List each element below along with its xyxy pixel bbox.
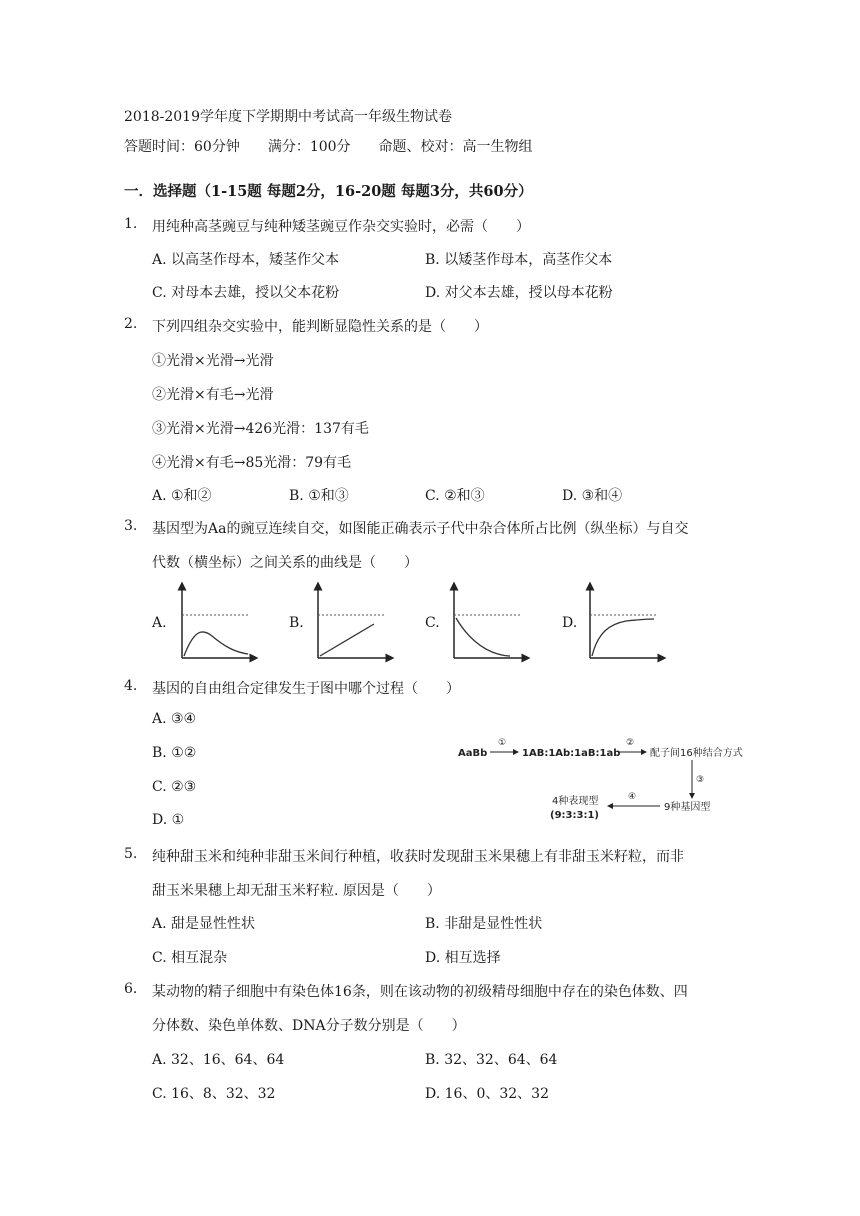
- option-a: A. 甜是显性性状: [152, 916, 256, 932]
- gene-flow-diagram: [456, 734, 786, 824]
- option-b: B. 32、32、64、64: [425, 1052, 558, 1068]
- section-title: 一．选择题（1-15题 每题2分，16-20题 每题3分，共60分）: [124, 183, 533, 200]
- option-c: C. 16、8、32、32: [152, 1086, 276, 1102]
- cross-1: ①光滑×光滑→光滑: [152, 353, 274, 369]
- gamete-combinations: 配子间16种结合方式: [650, 748, 743, 759]
- option-d: D. 16、0、32、32: [425, 1086, 549, 1102]
- graph-c: [444, 580, 530, 664]
- question-number: 2.: [124, 316, 138, 332]
- question-text: 下列四组杂交实验中，能判断显隐性关系的是（ ）: [152, 319, 488, 335]
- question-number: 6.: [124, 981, 138, 997]
- question-text-line2: 甜玉米果穗上却无甜玉米籽粒. 原因是（ ）: [152, 883, 441, 899]
- step-1-label: ①: [498, 738, 507, 748]
- option-c: C. 相互混杂: [152, 950, 228, 966]
- step-3-label: ③: [696, 775, 705, 785]
- question-number: 4.: [124, 678, 138, 694]
- option-d: D. 相互选择: [425, 950, 501, 966]
- curve: [184, 632, 248, 656]
- option-a: A. ①和②: [152, 488, 212, 504]
- graph-a-label: A.: [152, 615, 167, 631]
- cross-2: ②光滑×有毛→光滑: [152, 387, 274, 403]
- curve: [320, 624, 374, 656]
- graph-b: [308, 580, 394, 664]
- question-text-line1: 纯种甜玉米和纯种非甜玉米间行种植，收获时发现甜玉米果穗上有非甜玉米籽粒，而非: [152, 849, 684, 865]
- option-c: C. 对母本去雄，授以父本花粉: [152, 285, 340, 301]
- cross-4: ④光滑×有毛→85光滑：79有毛: [152, 455, 352, 471]
- question-text-line2: 代数（横坐标）之间关系的曲线是（ ）: [152, 555, 418, 571]
- option-c: C. ②和③: [425, 488, 485, 504]
- option-b: B. 非甜是显性性状: [425, 916, 543, 932]
- question-number: 1.: [124, 216, 138, 232]
- exam-title: 2018-2019学年度下学期期中考试高一年级生物试卷: [124, 109, 452, 125]
- gamete-ratio: 1AB:1Ab:1aB:1ab: [522, 748, 621, 759]
- step-4-label: ④: [628, 792, 637, 802]
- option-b: B. 以矮茎作母本，高茎作父本: [425, 252, 613, 268]
- question-number: 5.: [124, 846, 138, 862]
- question-text-line1: 基因型为Aa的豌豆连续自交，如图能正确表示子代中杂合体所占比例（纵坐标）与自交: [152, 521, 689, 537]
- option-b: B. ①②: [152, 745, 197, 761]
- step-2-label: ②: [626, 738, 635, 748]
- option-b: B. ①和③: [289, 488, 349, 504]
- graph-c-label: C.: [425, 615, 440, 631]
- option-a: A. ③④: [152, 711, 197, 727]
- question-text: 用纯种高茎豌豆与纯种矮茎豌豆作杂交实验时，必需（ ）: [152, 219, 530, 235]
- option-d: D. ①: [152, 812, 185, 828]
- exam-info: 答题时间：60分钟 满分：100分 命题、校对：高一生物组: [124, 139, 533, 155]
- phenotype-count: 4种表现型: [552, 796, 599, 807]
- question-number: 3.: [124, 518, 138, 534]
- phenotype-ratio: (9:3:3:1): [550, 810, 599, 821]
- curve: [456, 618, 510, 656]
- question-text-line2: 分体数、染色单体数、DNA分子数分别是（ ）: [152, 1018, 466, 1034]
- graph-d-label: D.: [562, 615, 578, 631]
- graph-a: [172, 580, 258, 664]
- genotype-count: 9种基因型: [664, 802, 711, 813]
- option-a: A. 以高茎作母本，矮茎作父本: [152, 252, 340, 268]
- option-d: D. 对父本去雄，授以母本花粉: [425, 285, 613, 301]
- question-text-line1: 某动物的精子细胞中有染色体16条，则在该动物的初级精母细胞中存在的染色体数、四: [152, 984, 688, 1000]
- question-text: 基因的自由组合定律发生于图中哪个过程（ ）: [152, 681, 460, 697]
- genotype-start: AaBb: [458, 748, 488, 759]
- graph-d: [580, 580, 666, 664]
- cross-3: ③光滑×光滑→426光滑：137有毛: [152, 421, 369, 437]
- option-d: D. ③和④: [562, 488, 623, 504]
- option-a: A. 32、16、64、64: [152, 1052, 285, 1068]
- option-c: C. ②③: [152, 779, 197, 795]
- graph-b-label: B.: [289, 615, 304, 631]
- curve: [592, 619, 654, 656]
